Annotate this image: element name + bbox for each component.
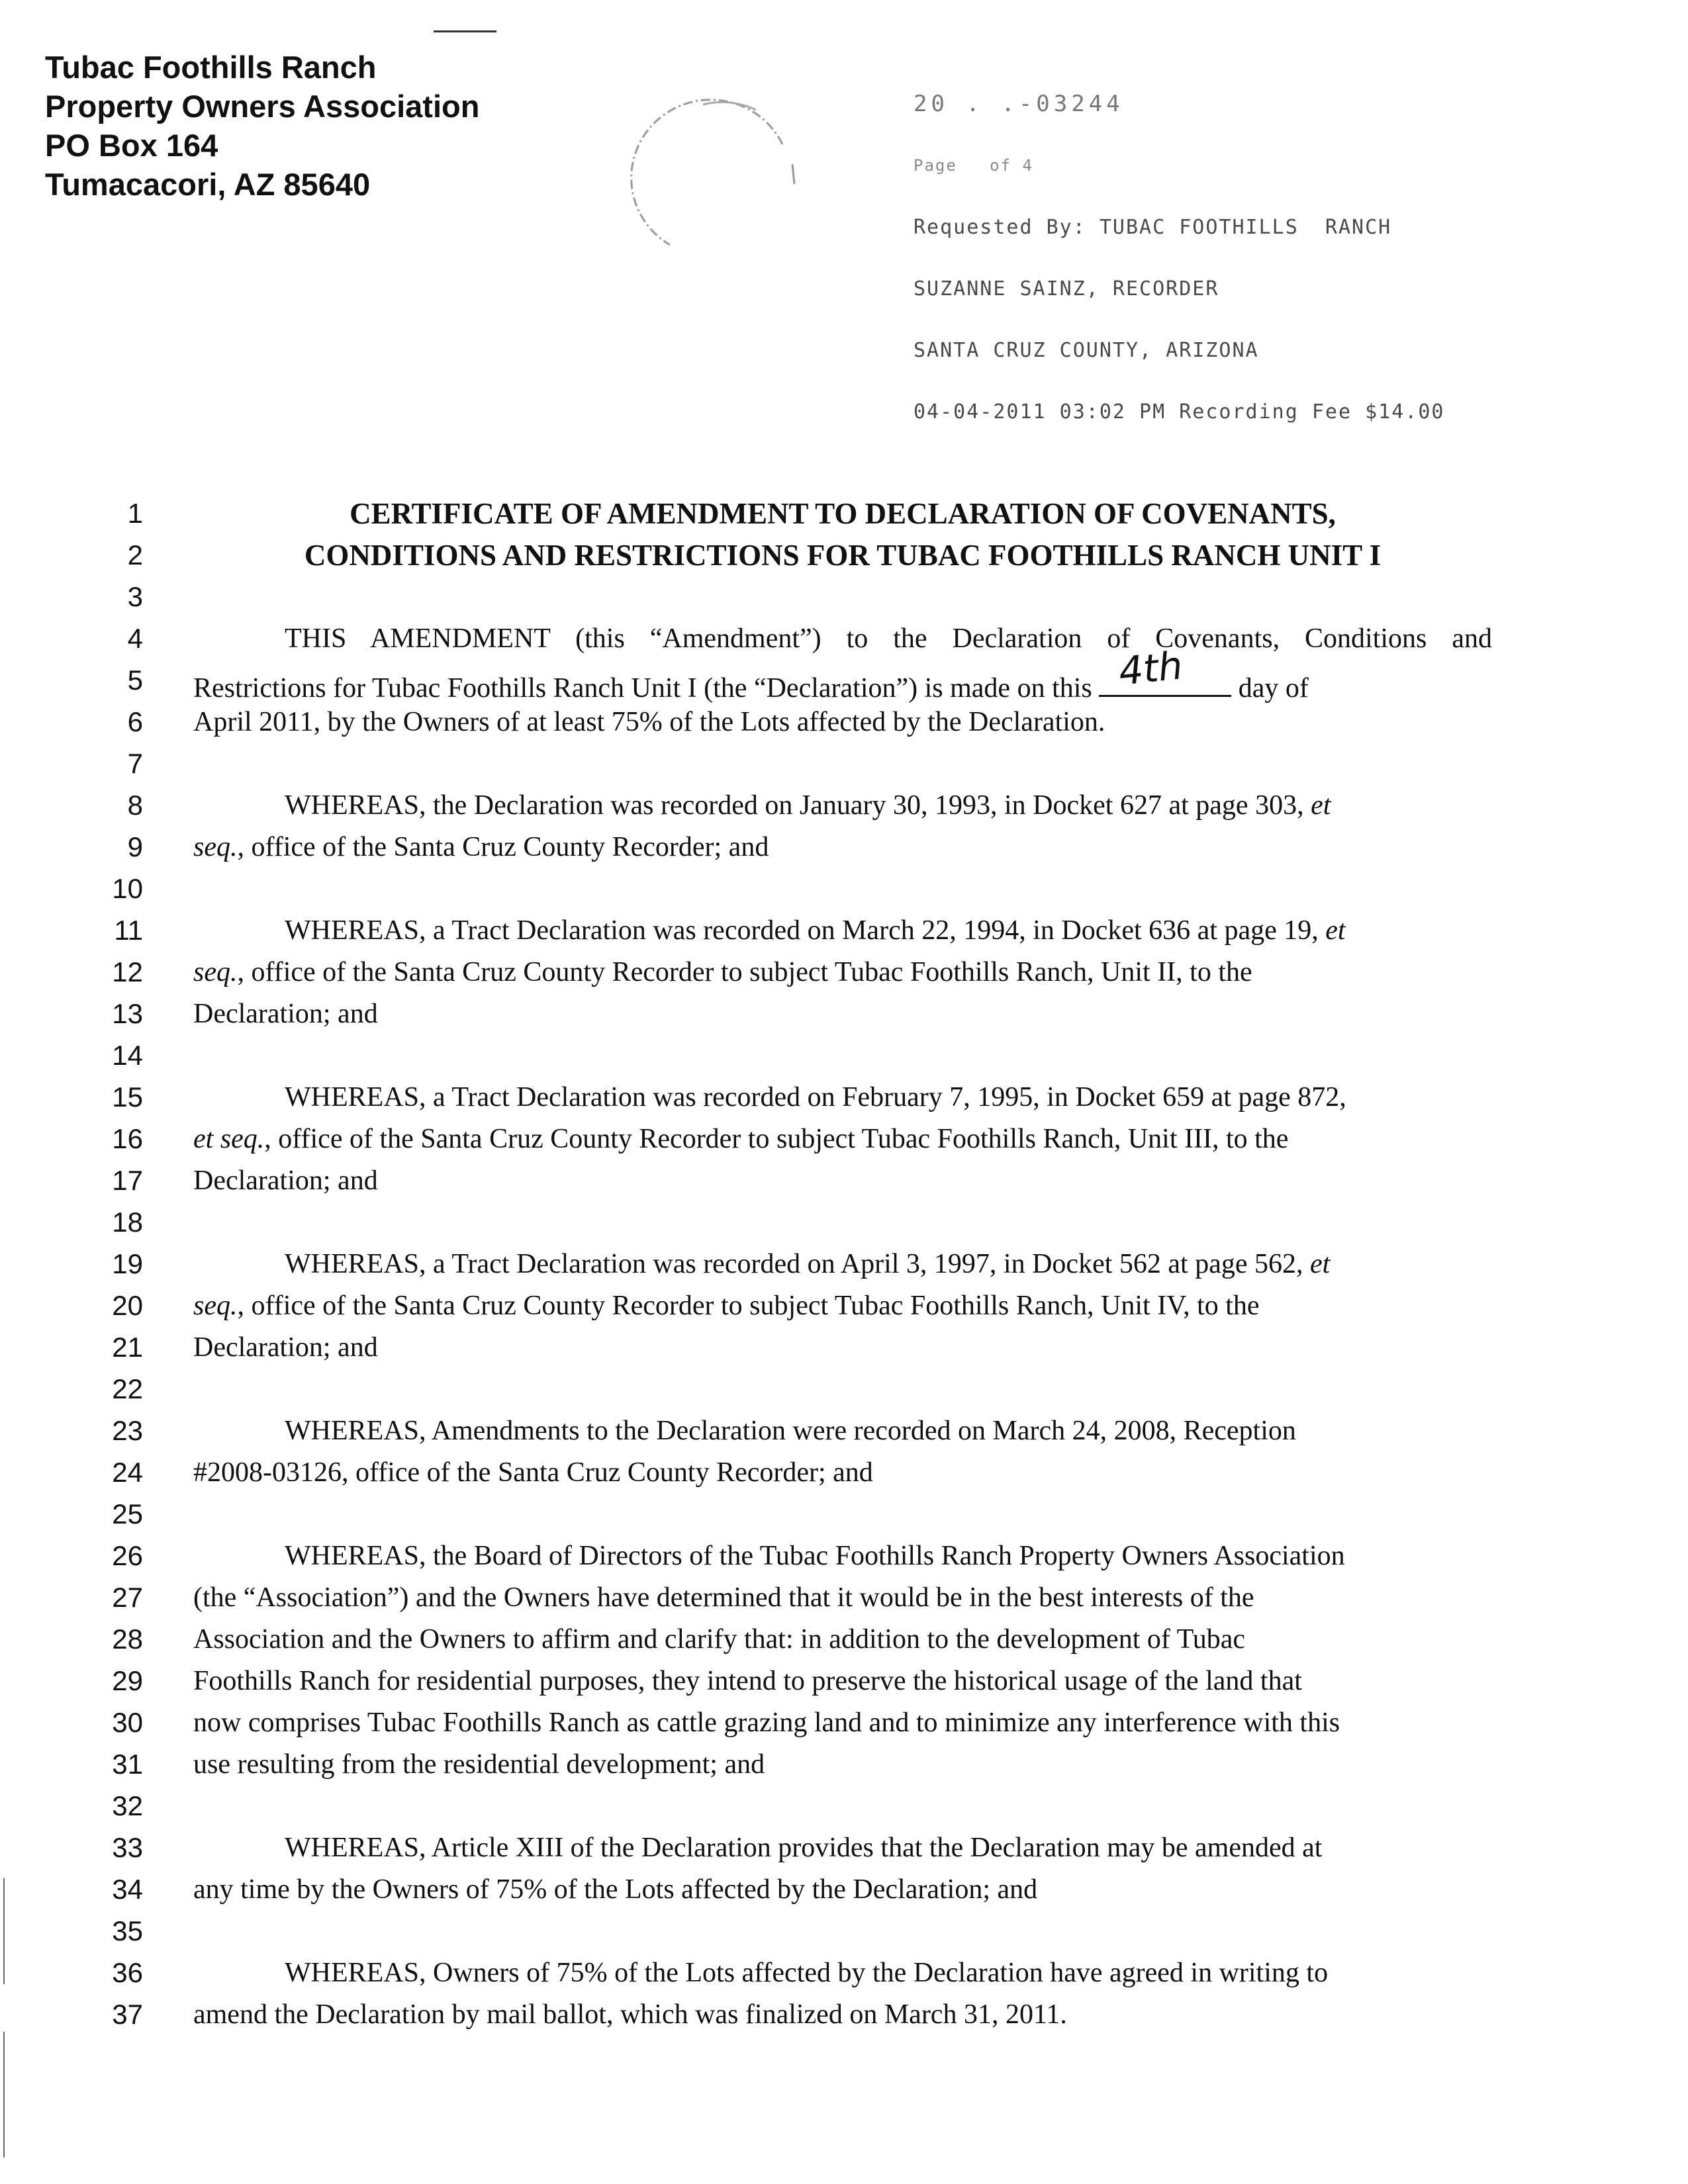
address-line-3: PO Box 164 (45, 128, 218, 163)
line-number: 26 (112, 1540, 143, 1571)
text-line-23: WHEREAS, Amendments to the Declaration were recorded on March 24, 2008, Reception (285, 1416, 1296, 1446)
recorder-seal (630, 91, 801, 254)
text-line-28: Association and the Owners to affirm and clarify that: in addition to the development of Tubac (193, 1624, 1246, 1655)
day-blank (1099, 643, 1231, 697)
line-number: 19 (112, 1248, 143, 1279)
line-number: 16 (112, 1123, 143, 1154)
text-line-4: THIS AMENDMENT (this “Amendment”) to the Declaration of Covenants, Conditions and (285, 623, 1492, 654)
text-line-20 (193, 1290, 1492, 1322)
line-number: 17 (112, 1165, 143, 1196)
address-line-1: Tubac Foothills Ranch (45, 50, 377, 85)
line-number: 10 (112, 873, 143, 904)
line-number: 23 (112, 1415, 143, 1446)
text-line-6: April 2011, by the Owners of at least 75% of the Lots affected by the Declaration. (193, 707, 1105, 737)
text-line-8-et: et (1311, 790, 1331, 821)
stamp-line-3: Requested By: TUBAC FOOTHILLS RANCH (914, 216, 1392, 239)
text-line-37: amend the Declaration by mail ballot, which was finalized on March 31, 2011. (193, 1999, 1067, 2030)
address-line-2: Property Owners Association (45, 89, 480, 124)
line-number: 21 (112, 1332, 143, 1363)
text-line-8 (285, 790, 1492, 821)
text-line-19-et: et (1309, 1249, 1331, 1279)
line-number: 20 (112, 1290, 143, 1321)
document-title-line-2: CONDITIONS AND RESTRICTIONS FOR TUBAC FOOTHILLS RANCH UNIT I (304, 539, 1382, 572)
text-line-5 (193, 643, 1492, 704)
stamp-line-4: SUZANNE SAINZ, RECORDER (914, 277, 1219, 300)
line-number: 13 (112, 998, 143, 1029)
text-line-16-etseq: et seq. (193, 1124, 265, 1154)
text-line-19-main: WHEREAS, a Tract Declaration was recorded on April 3, 1997, in Docket 562 at page 562, (285, 1249, 1303, 1279)
line-number: 25 (112, 1498, 143, 1529)
line-number: 30 (112, 1707, 143, 1738)
line-number: 29 (112, 1665, 143, 1696)
line-number: 14 (112, 1040, 143, 1071)
text-line-34: any time by the Owners of 75% of the Lots affected by the Declaration; and (193, 1874, 1038, 1905)
document-title-line-1: CERTIFICATE OF AMENDMENT TO DECLARATION OF COVENANTS, (350, 497, 1336, 530)
line-number: 8 (127, 790, 143, 821)
margin-line (3, 1878, 5, 1984)
recording-stamp (914, 53, 1444, 463)
text-line-29: Foothills Ranch for residential purposes, they intend to preserve the historical usage of the land that (193, 1666, 1302, 1696)
handwritten-day: 4th (1116, 643, 1185, 694)
text-line-21: Declaration; and (193, 1332, 378, 1363)
text-line-24: #2008-03126, office of the Santa Cruz County Recorder; and (193, 1457, 873, 1488)
text-line-30: now comprises Tubac Foothills Ranch as cattle grazing land and to minimize any interference with this (193, 1707, 1340, 1738)
text-line-33: WHEREAS, Article XIII of the Declaration provides that the Declaration may be amended at (285, 1833, 1323, 1863)
text-line-9-rest: , office of the Santa Cruz County Recorder; and (237, 832, 769, 862)
line-number: 31 (112, 1749, 143, 1780)
line-number: 18 (112, 1206, 143, 1238)
line-number: 1 (127, 498, 143, 529)
address-line-4: Tumacacori, AZ 85640 (45, 167, 371, 202)
line-number: 37 (112, 1999, 143, 2030)
text-line-11 (285, 915, 1492, 946)
text-line-12-rest: , office of the Santa Cruz County Recorder to subject Tubac Foothills Ranch, Unit II, to the (237, 957, 1252, 987)
text-line-8-main: WHEREAS, the Declaration was recorded on January 30, 1993, in Docket 627 at page 303, (285, 790, 1304, 821)
line-number: 5 (127, 664, 143, 696)
text-line-9-seq: seq. (193, 832, 238, 862)
stamp-line-6: 04-04-2011 03:02 PM Recording Fee $14.00 (914, 400, 1445, 424)
text-line-26: WHEREAS, the Board of Directors of the Tubac Foothills Ranch Property Owners Association (285, 1541, 1345, 1571)
line-number: 32 (112, 1790, 143, 1821)
text-line-19 (285, 1248, 1492, 1280)
text-line-16-rest: , office of the Santa Cruz County Recorder to subject Tubac Foothills Ranch, Unit III, to the (264, 1124, 1289, 1154)
text-line-36: WHEREAS, Owners of 75% of the Lots affected by the Declaration have agreed in writing to (285, 1958, 1329, 1988)
line-number: 3 (127, 581, 143, 612)
stamp-line-5: SANTA CRUZ COUNTY, ARIZONA (914, 339, 1259, 362)
text-line-17: Declaration; and (193, 1165, 378, 1196)
margin-line (3, 2032, 5, 2158)
line-number: 24 (112, 1457, 143, 1488)
line-number: 12 (112, 956, 143, 987)
text-line-16 (193, 1123, 1492, 1155)
text-line-31: use resulting from the residential development; and (193, 1749, 765, 1780)
line-number: 9 (127, 831, 143, 862)
line-number: 4 (127, 623, 143, 654)
text-line-20-rest: , office of the Santa Cruz County Recorder to subject Tubac Foothills Ranch, Unit IV, to the (237, 1291, 1260, 1321)
line-number: 7 (127, 748, 143, 779)
line-number: 15 (112, 1081, 143, 1113)
text-line-5-end: day of (1238, 673, 1309, 704)
text-line-12 (193, 956, 1492, 988)
line-number: 27 (112, 1582, 143, 1613)
text-line-9 (193, 831, 1492, 863)
line-number: 34 (112, 1874, 143, 1905)
text-line-15: WHEREAS, a Tract Declaration was recorded on February 7, 1995, in Docket 659 at page 872, (285, 1082, 1346, 1113)
line-number: 6 (127, 706, 143, 737)
stamp-line-1: 20 . .-03244 (914, 91, 1124, 117)
text-line-5-start: Restrictions for Tubac Foothills Ranch Unit I (the “Declaration”) is made on this (193, 673, 1092, 704)
header-rule (434, 30, 496, 32)
line-number: 22 (112, 1373, 143, 1404)
line-number: 33 (112, 1832, 143, 1863)
return-address (45, 48, 479, 204)
line-number: 28 (112, 1623, 143, 1655)
line-number: 36 (112, 1957, 143, 1988)
line-number: 11 (114, 915, 143, 946)
text-line-11-et: et (1325, 915, 1346, 946)
line-number: 35 (112, 1915, 143, 1946)
stamp-line-2: Page of 4 (914, 156, 1033, 175)
text-line-20-seq: seq. (193, 1291, 238, 1321)
text-line-13: Declaration; and (193, 999, 378, 1029)
line-number: 2 (127, 539, 143, 570)
text-line-27: (the “Association”) and the Owners have determined that it would be in the best interests of the (193, 1582, 1254, 1613)
text-line-12-seq: seq. (193, 957, 238, 987)
text-line-11-main: WHEREAS, a Tract Declaration was recorded on March 22, 1994, in Docket 636 at page 19, (285, 915, 1319, 946)
